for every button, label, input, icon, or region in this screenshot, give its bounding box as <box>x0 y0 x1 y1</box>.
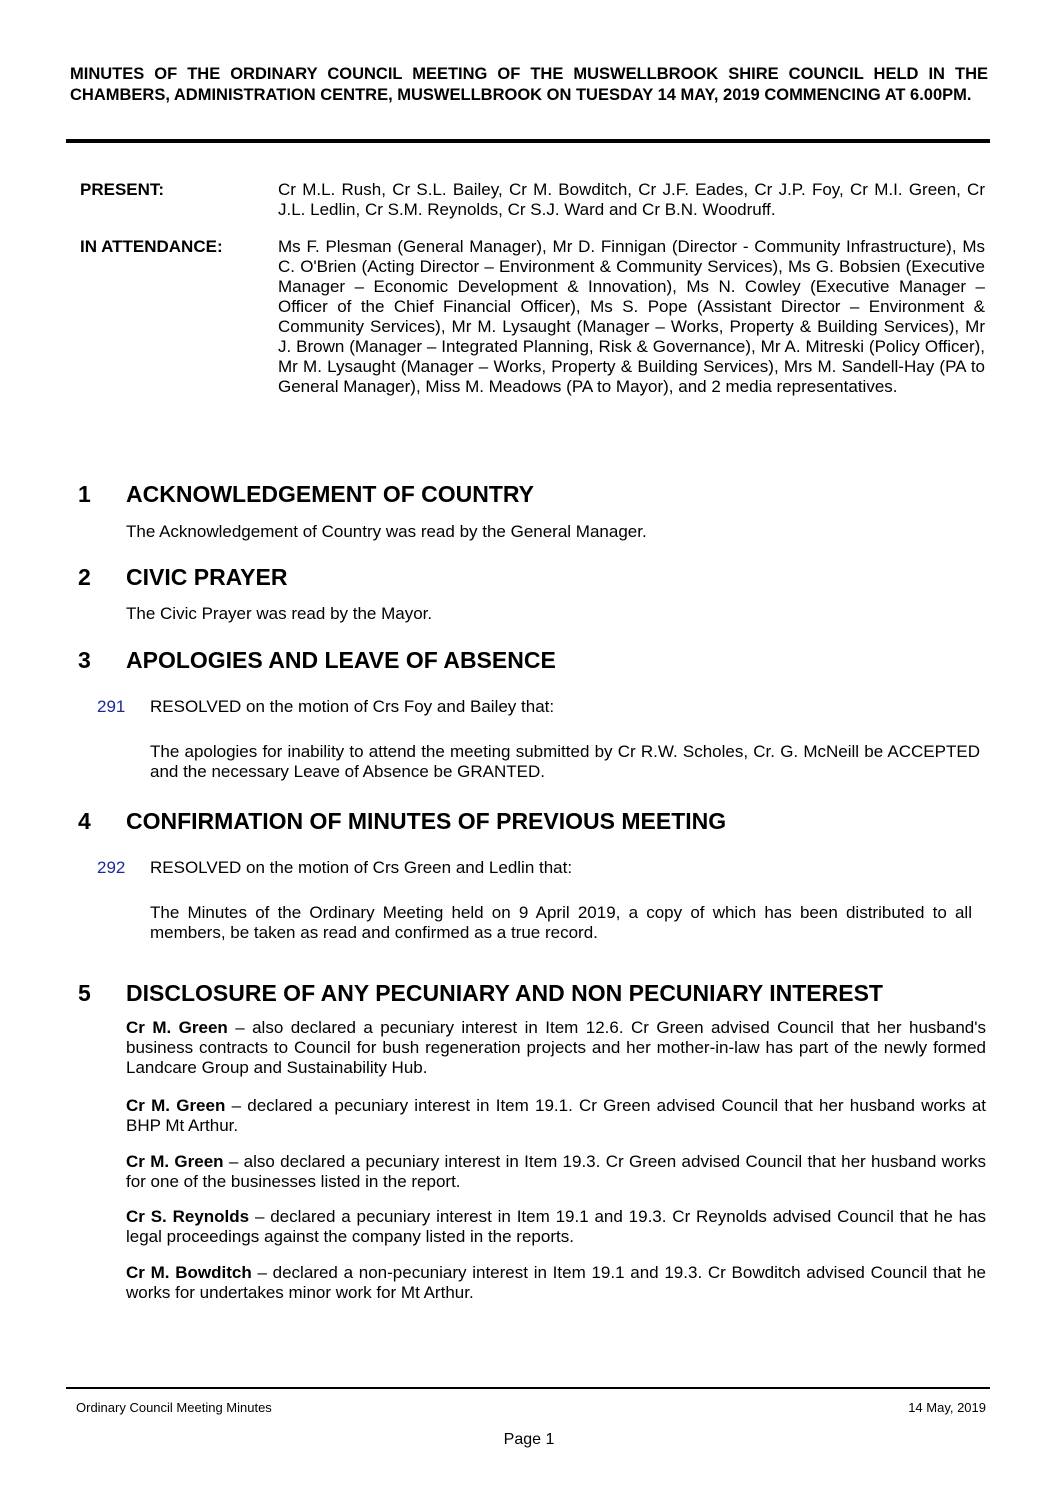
disclosure-text: – declared a pecuniary interest in Item 19.1. Cr Green advised Council that her husband works at BHP Mt Arthur. <box>126 1096 986 1135</box>
councillor-name: Cr S. Reynolds <box>126 1207 250 1226</box>
section-heading <box>78 979 883 1007</box>
section-title: CONFIRMATION OF MINUTES OF PREVIOUS MEETING <box>126 808 727 834</box>
section-heading <box>78 646 556 674</box>
disclosure-item <box>126 1096 986 1136</box>
section-text: The Civic Prayer was read by the Mayor. <box>126 604 433 623</box>
councillor-name: Cr M. Bowditch <box>126 1263 252 1282</box>
section-title: APOLOGIES AND LEAVE OF ABSENCE <box>126 647 556 673</box>
section-number: 4 <box>78 808 91 834</box>
section-number: 5 <box>78 980 91 1006</box>
title-divider <box>66 139 990 143</box>
resolution-body: The apologies for inability to attend the meeting submitted by Cr R.W. Scholes, Cr. G. McNeill be ACCEPTED and the necessary Leave of Absence be GRANTED. <box>150 742 980 781</box>
footer-divider <box>66 1387 990 1389</box>
disclosure-item <box>126 1207 986 1247</box>
section-number: 3 <box>78 647 91 673</box>
section-heading <box>78 480 534 508</box>
footer-document-title: Ordinary Council Meeting Minutes <box>76 1400 272 1415</box>
section-number: 1 <box>78 481 91 507</box>
page-number: Page 1 <box>503 1431 555 1448</box>
attendance-text: Ms F. Plesman (General Manager), Mr D. Finnigan (Director - Community Infrastructure), Ms C. O'Brien (Acting Director – Environment & Community Services), Ms G. Bobsien (Executive Manager – Economic Development & Innovation), Ms N. Cowley (Executive Manager – Officer of the Chief Financial Officer), Ms S. Pope (Assistant Director – Environment & Community Services), Mr M. Lysaught (Manager – Works, Property & Building Services), Mr J. Brown (Manager – Integrated Planning, Risk & Governance), Mr A. Mitreski (Policy Officer), Mr M. Lysaught (Manager – Works, Property & Building Services), Mrs M. Sandell-Hay (PA to General Manager), Miss M. Meadows (PA to Mayor), and 2 media representatives. <box>278 237 985 396</box>
disclosure-text: – also declared a pecuniary interest in Item 12.6. Cr Green advised Council that her husband's business contracts to Council for bush regeneration projects and her mother-in-law has part of the newly formed Landcare Group and Sustainability Hub. <box>126 1018 986 1077</box>
councillor-name: Cr M. Green <box>126 1096 226 1115</box>
resolution-number: 291 <box>97 697 126 716</box>
disclosure-text: – also declared a pecuniary interest in Item 19.3. Cr Green advised Council that her husband works for one of the businesses listed in the report. <box>126 1152 986 1191</box>
disclosure-item <box>126 1263 986 1303</box>
section-number: 2 <box>78 564 91 590</box>
section-title: CIVIC PRAYER <box>126 564 288 590</box>
resolution-body: The Minutes of the Ordinary Meeting held on 9 April 2019, a copy of which has been distributed to all members, be taken as read and confirmed as a true record. <box>150 903 972 942</box>
resolution-text: RESOLVED on the motion of Crs Foy and Bailey that: <box>150 697 555 716</box>
footer-date: 14 May, 2019 <box>908 1400 986 1415</box>
disclosure-text: – declared a pecuniary interest in Item 19.1 and 19.3. Cr Reynolds advised Council that he has legal proceedings against the company listed in the reports. <box>126 1207 987 1246</box>
resolution-text: RESOLVED on the motion of Crs Green and Ledlin that: <box>150 858 573 877</box>
resolution-number: 292 <box>97 858 126 877</box>
present-label: PRESENT: <box>80 180 165 199</box>
page-title: MINUTES OF THE ORDINARY COUNCIL MEETING OF THE MUSWELLBROOK SHIRE COUNCIL HELD IN THE CHAMBERS, ADMINISTRATION CENTRE, MUSWELLBROOK ON TUESDAY 14 MAY, 2019 COMMENCING AT 6.00PM. <box>70 65 988 104</box>
section-heading <box>78 563 287 591</box>
section-heading <box>78 807 726 835</box>
councillor-name: Cr M. Green <box>126 1152 224 1171</box>
councillor-name: Cr M. Green <box>126 1018 228 1037</box>
attendance-label: IN ATTENDANCE: <box>80 237 223 256</box>
disclosure-item <box>126 1018 986 1078</box>
section-title: DISCLOSURE OF ANY PECUNIARY AND NON PECUNIARY INTEREST <box>126 980 883 1006</box>
present-text: Cr M.L. Rush, Cr S.L. Bailey, Cr M. Bowditch, Cr J.F. Eades, Cr J.P. Foy, Cr M.I. Green, Cr J.L. Ledlin, Cr S.M. Reynolds, Cr S.J. Ward and Cr B.N. Woodruff. <box>278 180 985 219</box>
section-title: ACKNOWLEDGEMENT OF COUNTRY <box>126 481 535 507</box>
section-text: The Acknowledgement of Country was read by the General Manager. <box>126 522 647 541</box>
disclosure-text: – declared a non-pecuniary interest in Item 19.1 and 19.3. Cr Bowditch advised Council that he works for undertakes minor work for Mt Arthur. <box>126 1263 987 1302</box>
disclosure-item <box>126 1152 986 1192</box>
